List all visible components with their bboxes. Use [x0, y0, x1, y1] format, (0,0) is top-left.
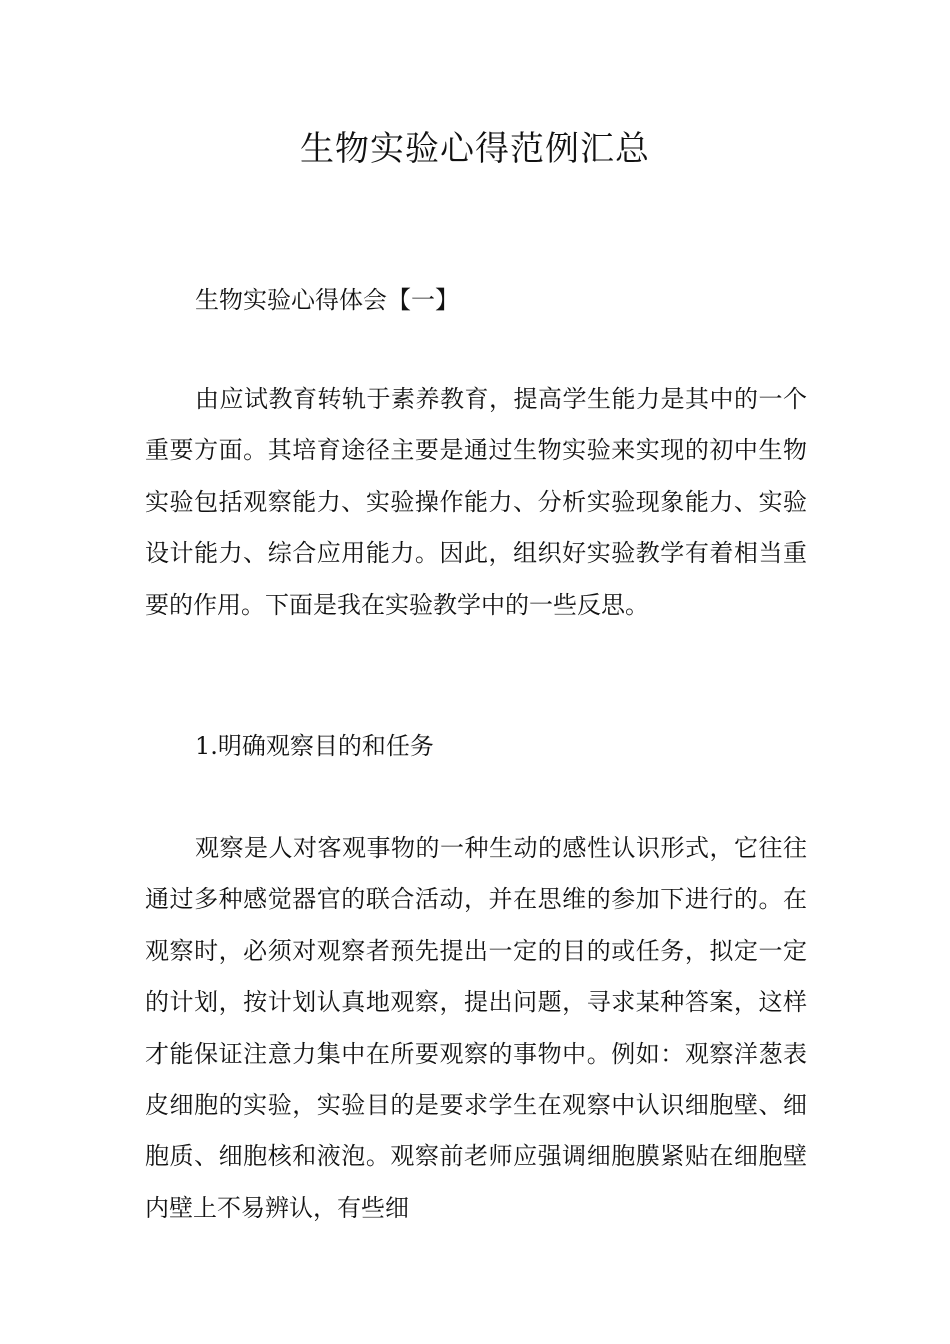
document-title: 生物实验心得范例汇总 — [300, 129, 650, 169]
section-heading: 生物实验心得体会【一】 — [195, 286, 459, 314]
body-paragraph: 观察是人对客观事物的一种生动的感性认识形式，它往往通过多种感觉器官的联合活动，并在思维的参加下进行的。在观察时，必须对观察者预先提出一定的目的或任务，拟定一定的计划，按计划认真地观察，提出问题，寻求某种答案，这样才能保证注意力集中在所要观察的事物中。例如：观察洋葱表皮细胞的实验，实验目的是要求学生在观察中认识细胞壁、细胞质、细胞核和液泡。观察前老师应强调细胞膜紧贴在细胞壁内壁上不易辨认，有些细 — [145, 834, 807, 1222]
body-paragraph: 由应试教育转轨于素养教育，提高学生能力是其中的一个重要方面。其培育途径主要是通过生物实验来实现的初中生物实验包括观察能力、实验操作能力、分析实验现象能力、实验设计能力、综合应用能力。因此，组织好实验教学有着相当重要的作用。下面是我在实验教学中的一些反思。 — [145, 385, 807, 619]
subheading: 1.明确观察目的和任务 — [195, 732, 434, 760]
